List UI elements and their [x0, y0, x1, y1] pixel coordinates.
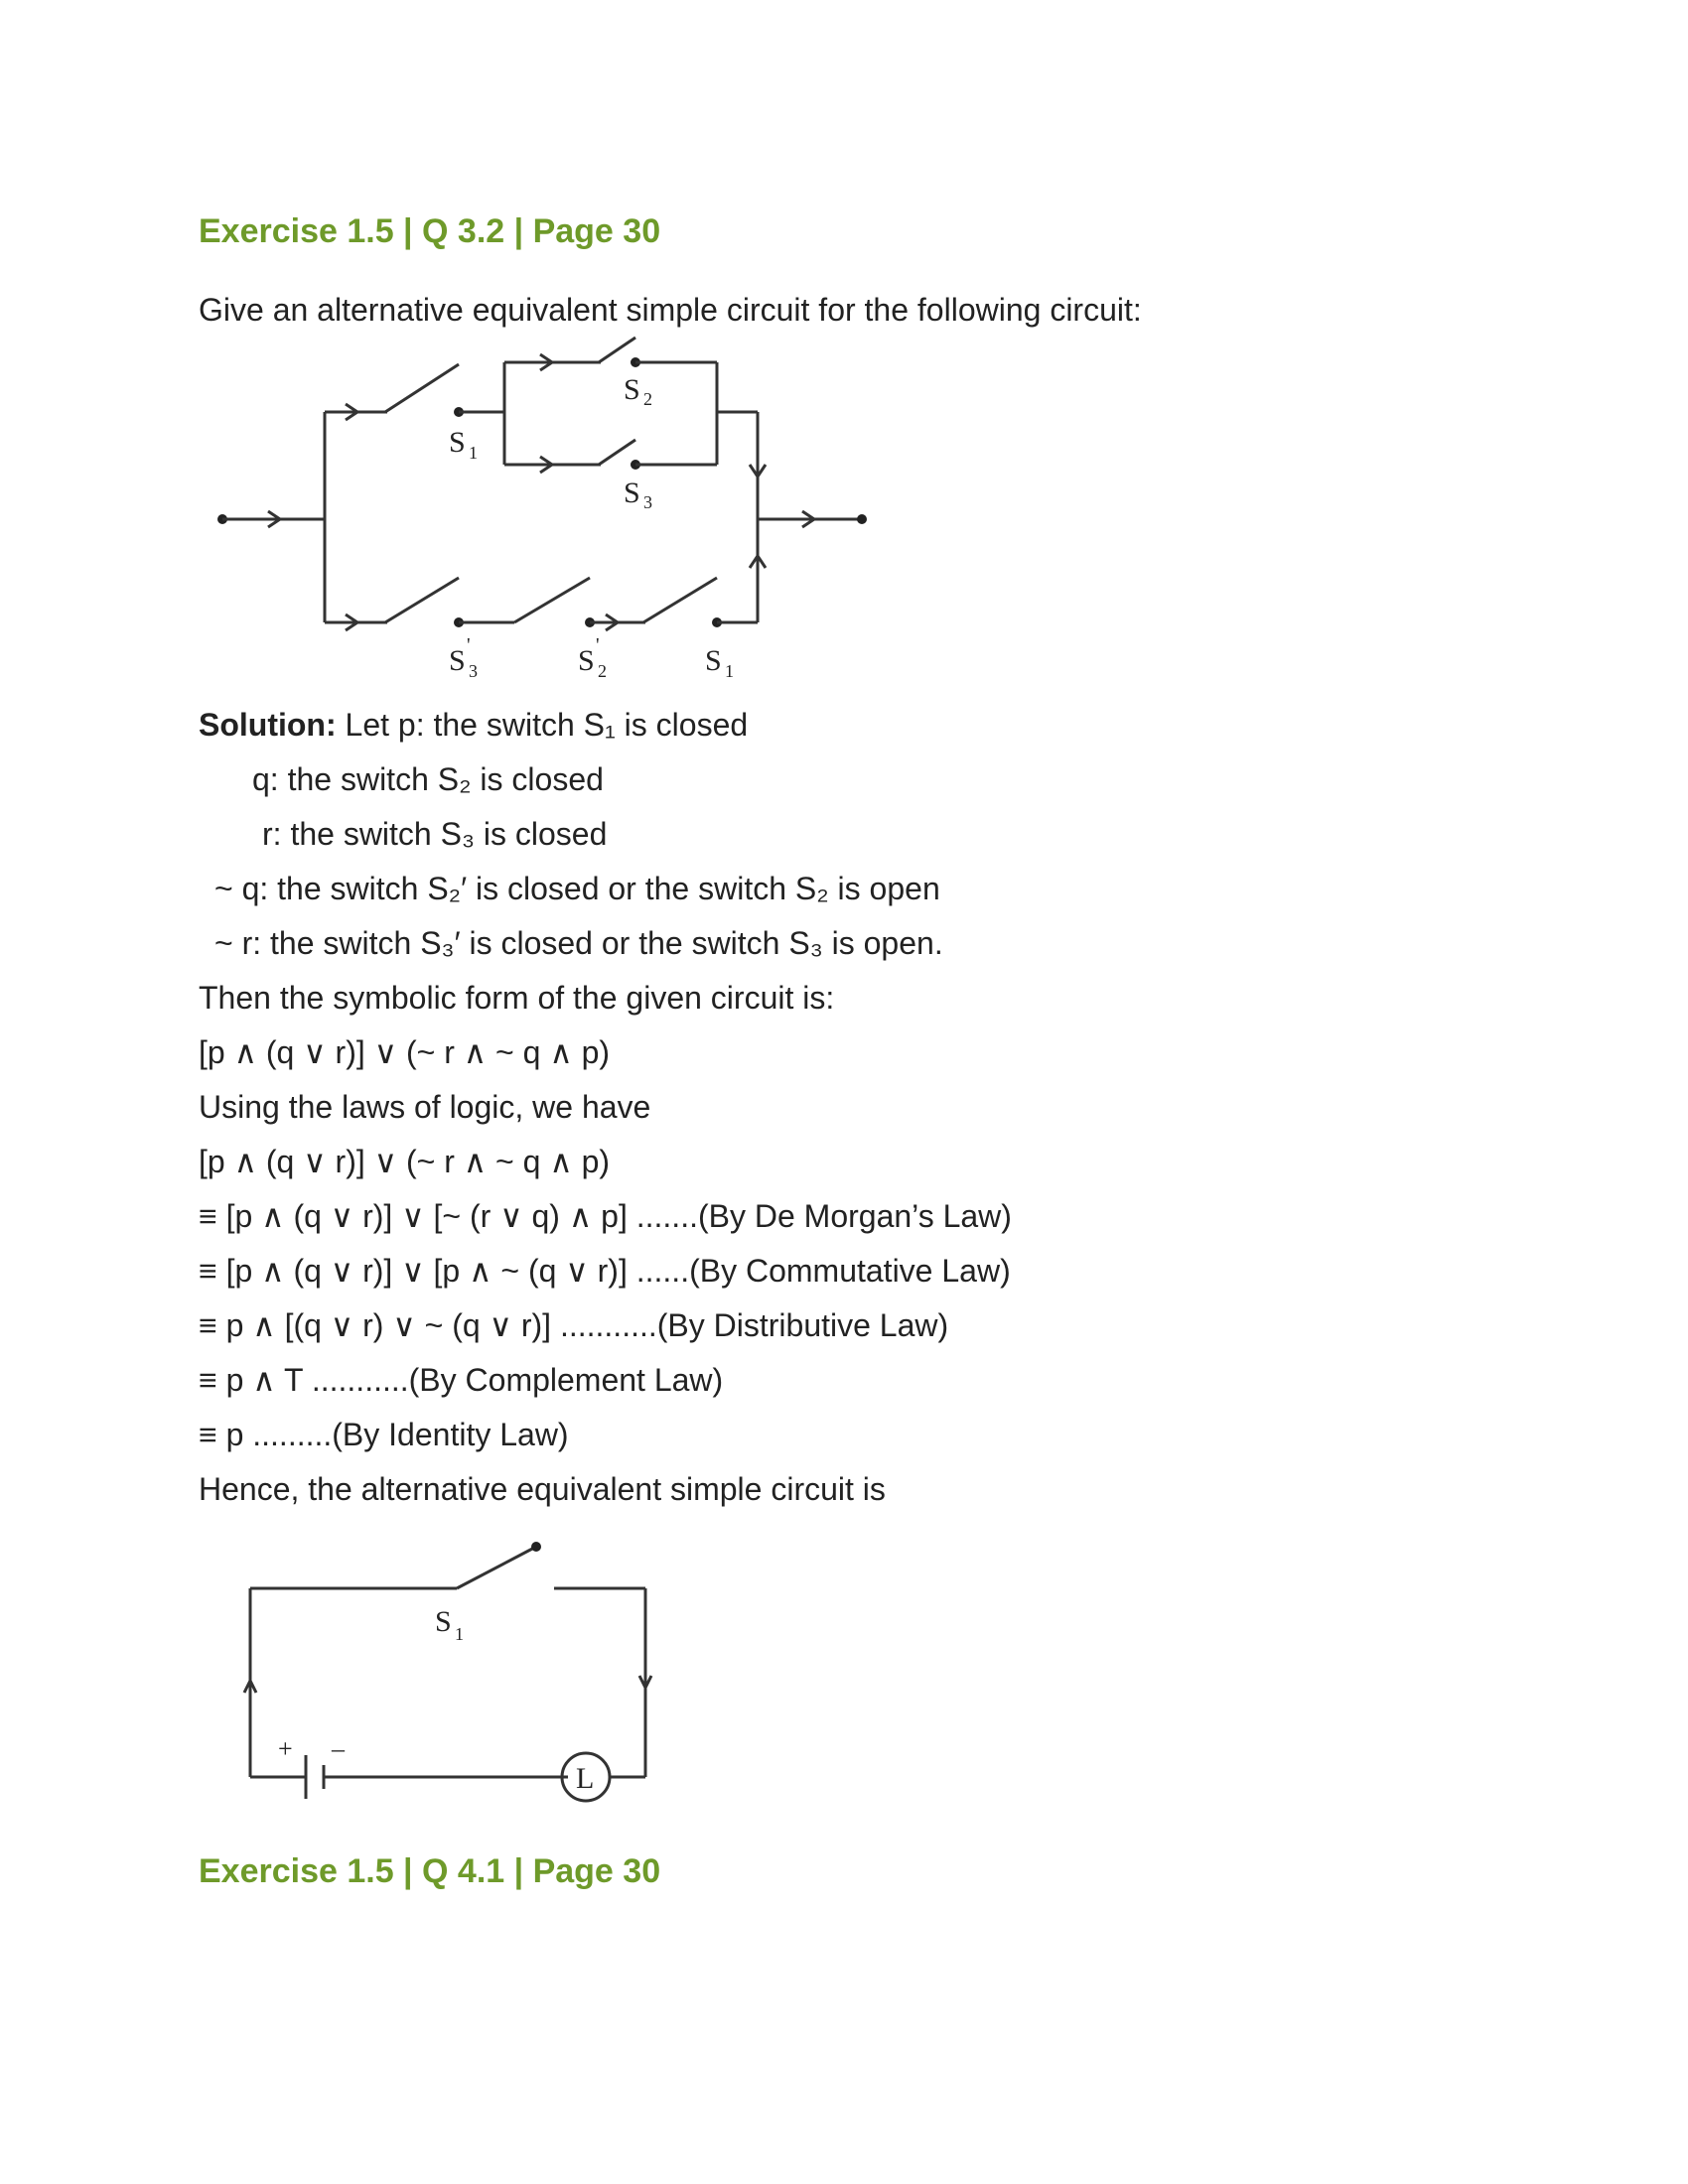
label-s3: S [624, 477, 640, 509]
switch-s1-top [385, 364, 459, 412]
svg-text:': ' [596, 634, 600, 656]
solution-label: Solution: [199, 707, 337, 743]
switch-s1 [457, 1547, 536, 1588]
exercise-heading-q3-2: Exercise 1.5 | Q 3.2 | Page 30 [199, 212, 661, 250]
label-s1-bottom: S [705, 644, 722, 677]
solution-line-r: r: the switch S₃ is closed [262, 816, 608, 852]
step-5: ≡ p .........(By Identity Law) [199, 1417, 569, 1452]
symbolic-intro: Then the symbolic form of the given circuit is: [199, 980, 835, 1016]
step-2: ≡ [p ∧ (q ∨ r)] ∨ [p ∧ ~ (q ∨ r)] ......(By Commutative Law) [199, 1253, 1011, 1289]
label-s1-top: S [449, 426, 466, 459]
laws-intro: Using the laws of logic, we have [199, 1089, 651, 1125]
battery-plus: + [278, 1734, 293, 1763]
exercise-heading-q4-1: Exercise 1.5 | Q 4.1 | Page 30 [199, 1852, 661, 1890]
output-terminal [857, 514, 867, 524]
battery-minus: – [332, 1734, 345, 1763]
svg-text:1: 1 [725, 661, 734, 681]
given-circuit-diagram [199, 328, 894, 695]
svg-text:2: 2 [598, 661, 607, 681]
lamp-label: L [576, 1762, 595, 1795]
switch-s2-prime [514, 578, 590, 622]
step-3: ≡ p ∧ [(q ∨ r) ∨ ~ (q ∨ r)] ...........(By Distributive Law) [199, 1307, 949, 1343]
label-s2: S [624, 373, 640, 406]
svg-text:1: 1 [455, 1624, 464, 1644]
svg-text:3: 3 [643, 492, 652, 512]
solution-line-not-q: ~ q: the switch S₂′ is closed or the switch S₂ is open [214, 871, 940, 906]
step-0: [p ∧ (q ∨ r)] ∨ (~ r ∧ ~ q ∧ p) [199, 1144, 611, 1179]
svg-text:3: 3 [469, 661, 478, 681]
solution-line-not-r: ~ r: the switch S₃′ is closed or the switch S₃ is open. [214, 925, 943, 961]
svg-text:1: 1 [469, 443, 478, 463]
svg-text:': ' [467, 634, 471, 656]
equivalent-circuit-diagram [218, 1529, 675, 1827]
solution-line-p: Solution: Let p: the switch S₁ is closed [199, 707, 749, 743]
solution-line-q: q: the switch S₂ is closed [252, 761, 604, 797]
switch-s3-prime [385, 578, 459, 622]
conclusion: Hence, the alternative equivalent simple circuit is [199, 1471, 886, 1507]
step-1: ≡ [p ∧ (q ∨ r)] ∨ [~ (r ∨ q) ∧ p] .......(By De Morgan’s Law) [199, 1198, 1012, 1234]
question-text: Give an alternative equivalent simple circuit for the following circuit: [199, 292, 1142, 328]
symbolic-form: [p ∧ (q ∨ r)] ∨ (~ r ∧ ~ q ∧ p) [199, 1034, 611, 1070]
label-s3-prime: S [449, 644, 466, 677]
switch-s1-bottom [643, 578, 717, 622]
svg-text:2: 2 [643, 389, 652, 409]
label-s2-prime: S [578, 644, 595, 677]
label-s1: S [435, 1605, 452, 1638]
step-4: ≡ p ∧ T ...........(By Complement Law) [199, 1362, 724, 1398]
switch-s2 [599, 338, 635, 362]
switch-s3 [599, 440, 635, 465]
